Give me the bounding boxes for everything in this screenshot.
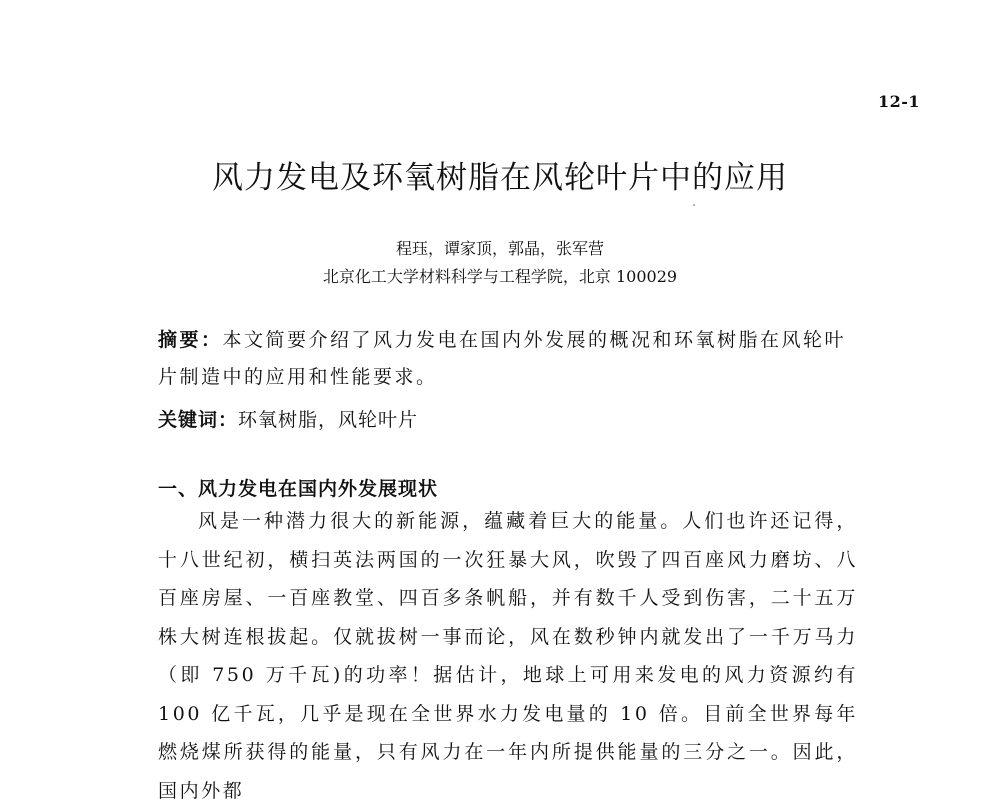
body-paragraph: 风是一种潜力很大的新能源，蕴藏着巨大的能量。人们也许还记得，十八世纪初，横扫英法两国的一次狂暴大风，吹毁了四百座风力磨坊、八百座房屋、一百座教堂、四百多条帆船，并有数千人受到伤害，二十五万株大树连根拔起。仅就拔树一事而论，风在数秒钟内就发出了一千万马力（即 750 万千瓦)的功率！据估计，地球上可用来发电的风力资源约有 100 亿千瓦，几乎是现在全世界水力发电量的 10 倍。目前全世界每年燃烧煤所获得的能量，只有风力在一年内所提供能量的三分之一。因此，国内外都 <box>158 510 858 802</box>
keywords-label: 关键词： <box>158 409 239 431</box>
scan-speck <box>693 204 695 206</box>
authors: 程珏，谭家顶，郭晶，张军营 <box>395 239 604 258</box>
keywords <box>158 402 858 439</box>
abstract-label: 摘要： <box>158 329 223 351</box>
page-number: 12-1 <box>877 92 920 111</box>
keywords-text: 环氧树脂，风轮叶片 <box>238 409 419 431</box>
abstract <box>158 322 858 396</box>
abstract-text: 本文简要介绍了风力发电在国内外发展的概况和环氧树脂在风轮叶片制造中的应用和性能要求。 <box>158 329 847 388</box>
paper-title: 风力发电及环氧树脂在风轮叶片中的应用 <box>212 160 788 196</box>
affiliation: 北京化工大学材料科学与工程学院，北京 100029 <box>322 267 678 286</box>
section-heading: 一、风力发电在国内外发展现状 <box>158 478 439 500</box>
